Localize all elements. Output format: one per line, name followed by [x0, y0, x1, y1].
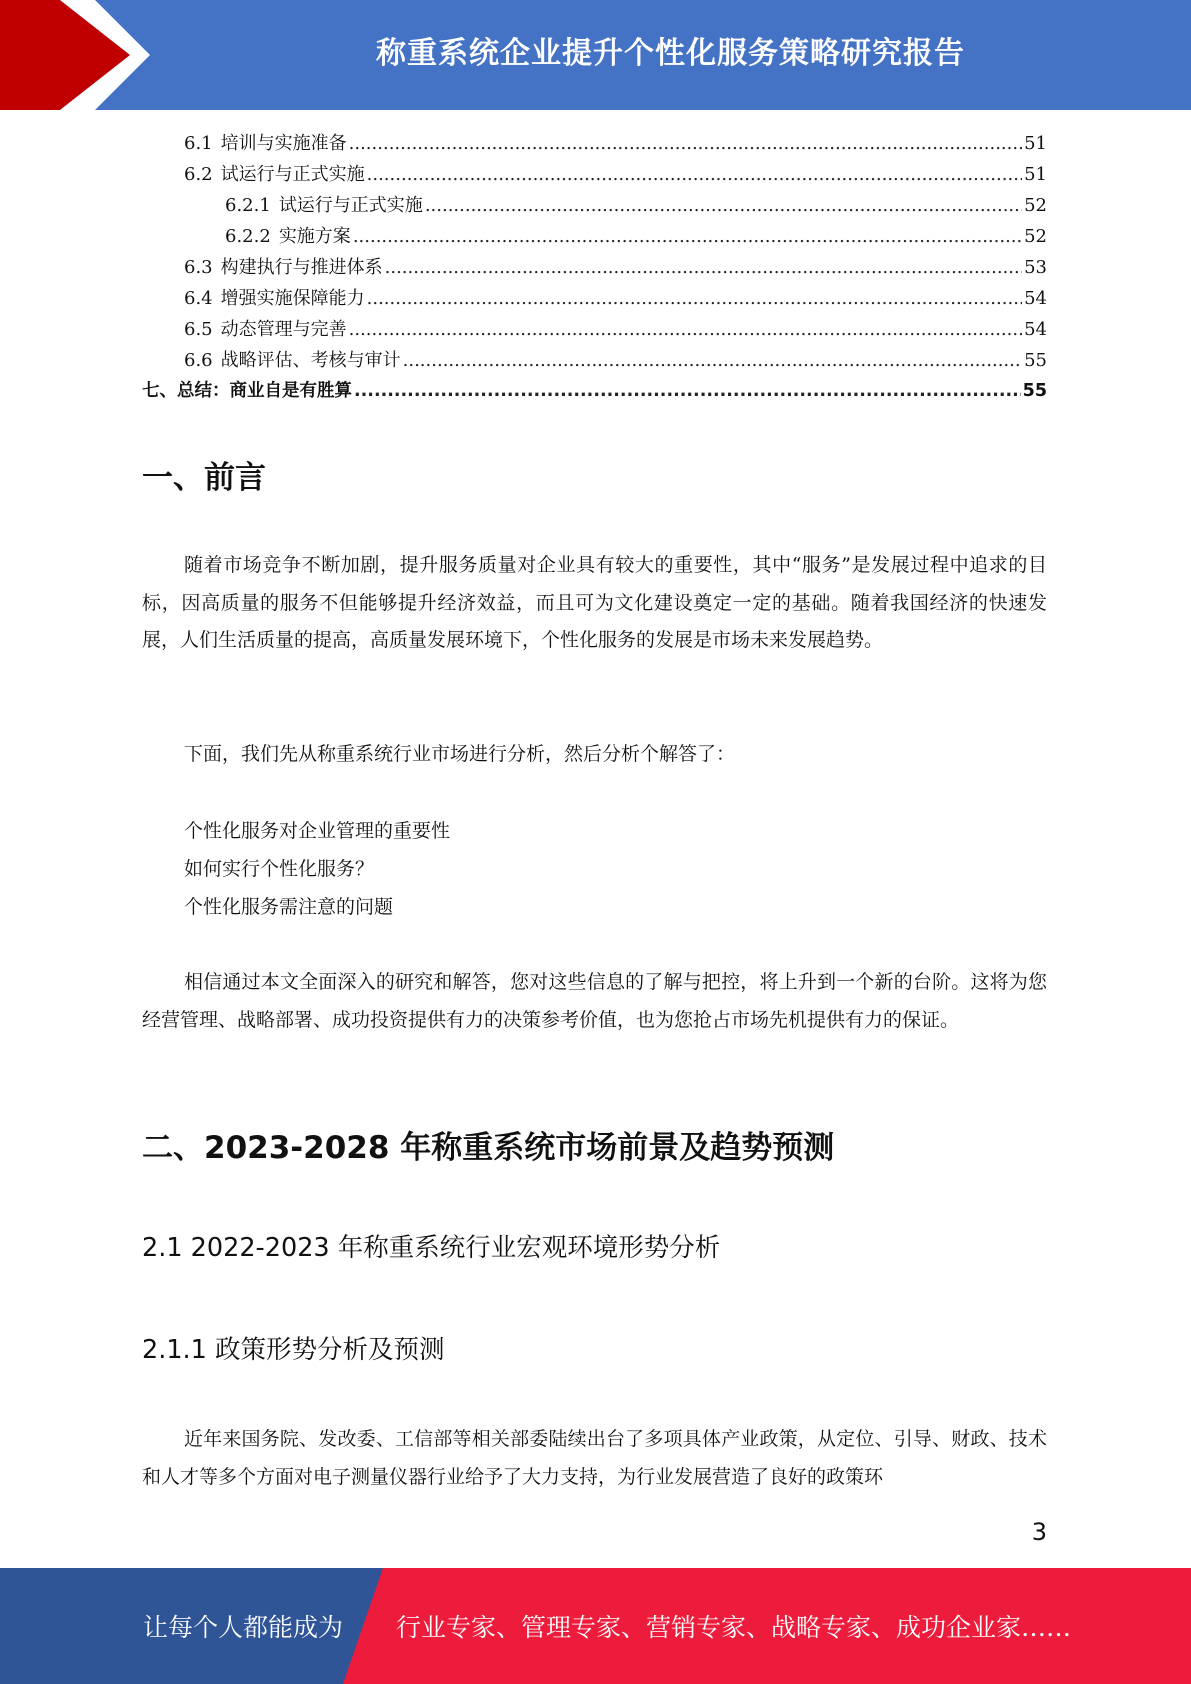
toc-entry-label: 增强实施保障能力: [220, 288, 365, 309]
toc-leader-dots: [367, 283, 1022, 314]
toc-entry-label: 实施方案: [278, 226, 351, 247]
toc-entry-label: 构建执行与推进体系: [220, 257, 383, 278]
toc-entry-number: 6.2: [184, 164, 213, 185]
toc-leader-dots: [425, 190, 1022, 221]
toc-entry[interactable]: [142, 283, 1047, 314]
toc-entry-number: 6.6: [184, 350, 213, 371]
table-of-contents: [142, 128, 1047, 407]
toc-entry-label: 战略评估、考核与审计: [220, 350, 401, 371]
toc-leader-dots: [403, 345, 1022, 376]
preface-paragraph-3: 相信通过本文全面深入的研究和解答，您对这些信息的了解与把控，将上升到一个新的台阶。这将为您经营管理、战略部署、成功投资提供有力的决策参考价值，也为您抢占市场先机提供有力的保证。: [142, 971, 1047, 1031]
policy-paragraph: 近年来国务院、发改委、工信部等相关部委陆续出台了多项具体产业政策，从定位、引导、财政、技术和人才等多个方面对电子测量仪器行业给予了大力支持，为行业发展营造了良好的政策环: [142, 1428, 1047, 1488]
header-arrow-decoration: [0, 0, 160, 110]
toc-entry-number: 6.5: [184, 319, 213, 340]
toc-entry-page: 51: [1024, 133, 1047, 154]
preface-paragraph-2: 下面，我们先从称重系统行业市场进行分析，然后分析个解答了：: [184, 743, 736, 765]
toc-entry-number: 6.1: [184, 133, 213, 154]
preface-paragraph-1: 随着市场竞争不断加剧，提升服务质量对企业具有较大的重要性，其中“服务”是发展过程中追求的目标，因高质量的服务不但能够提升经济效益，而且可为文化建设奠定一定的基础。随着我国经济的快速发展，人们生活质量的提高，高质量发展环境下，个性化服务的发展是市场未来发展趋势。: [142, 554, 1047, 651]
footer-slogan-left: 让每个人都能成为: [143, 1613, 344, 1642]
toc-leader-dots: [349, 314, 1022, 345]
toc-entry-number: 6.4: [184, 288, 213, 309]
toc-leader-dots: [354, 376, 1021, 407]
page-header: [0, 0, 1191, 110]
toc-entry-page: 53: [1024, 257, 1047, 278]
page-number: 3: [1031, 1518, 1047, 1546]
toc-entry[interactable]: [142, 221, 1047, 252]
toc-entry-page: 54: [1024, 288, 1047, 309]
section-heading-preface: 一、前言: [142, 460, 266, 496]
toc-entry-label: 试运行与正式实施: [278, 195, 423, 216]
footer-slogan-right: 行业专家、管理专家、营销专家、战略专家、成功企业家……: [396, 1613, 1072, 1642]
question-list: [184, 812, 984, 926]
toc-entry[interactable]: [142, 159, 1047, 190]
toc-entry-page: 52: [1024, 226, 1047, 247]
toc-entry-page: 54: [1024, 319, 1047, 340]
toc-entry[interactable]: [142, 345, 1047, 376]
list-item: 如何实行个性化服务？: [184, 858, 375, 880]
toc-entry-number: 6.3: [184, 257, 213, 278]
toc-entry[interactable]: [142, 314, 1047, 345]
toc-entry[interactable]: [142, 190, 1047, 221]
toc-entry-number: 6.2.1: [225, 195, 271, 216]
document-title: 称重系统企业提升个性化服务策略研究报告: [376, 36, 965, 71]
toc-leader-dots: [385, 252, 1022, 283]
page-footer: [0, 1568, 1191, 1684]
toc-entry-page: 55: [1022, 381, 1047, 401]
toc-entry-label: 七、总结：商业自是有胜算: [142, 381, 352, 401]
list-item: 个性化服务对企业管理的重要性: [184, 820, 451, 842]
toc-leader-dots: [367, 159, 1022, 190]
toc-entry-label: 培训与实施准备: [220, 133, 347, 154]
toc-leader-dots: [353, 221, 1022, 252]
toc-entry[interactable]: [142, 376, 1047, 407]
toc-entry[interactable]: [142, 128, 1047, 159]
toc-entry-page: 51: [1024, 164, 1047, 185]
subsection-heading-2-1-1: 2.1.1 政策形势分析及预测: [142, 1335, 445, 1365]
toc-leader-dots: [349, 128, 1022, 159]
list-item: 个性化服务需注意的问题: [184, 896, 394, 918]
toc-entry-page: 52: [1024, 195, 1047, 216]
toc-entry-page: 55: [1024, 350, 1047, 371]
toc-entry-label: 试运行与正式实施: [220, 164, 365, 185]
section-heading-market-outlook: 二、2023-2028 年称重系统市场前景及趋势预测: [142, 1130, 835, 1166]
subsection-heading-2-1: 2.1 2022-2023 年称重系统行业宏观环境形势分析: [142, 1233, 721, 1263]
toc-entry-label: 动态管理与完善: [220, 319, 347, 340]
toc-entry-number: 6.2.2: [225, 226, 271, 247]
toc-entry[interactable]: [142, 252, 1047, 283]
